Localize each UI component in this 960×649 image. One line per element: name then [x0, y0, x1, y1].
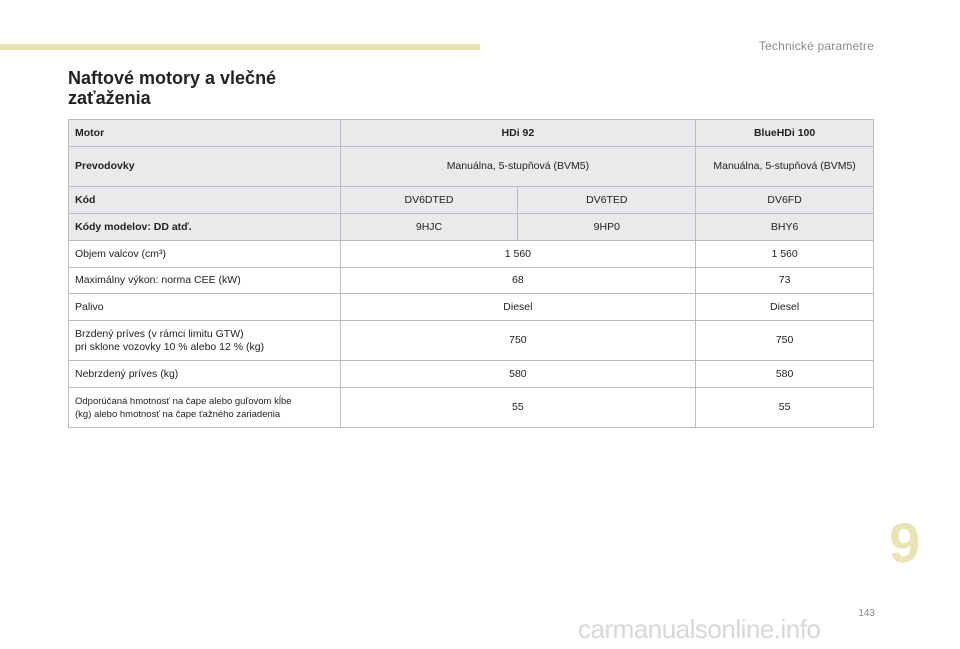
row-label: Kódy modelov: DD atď. — [69, 214, 341, 241]
row-label: Palivo — [69, 294, 341, 321]
table-row-braked-trailer — [69, 321, 874, 361]
section-title: Technické parametre — [758, 39, 874, 53]
cell-bluehdi100: BlueHDi 100 — [696, 120, 874, 147]
cell-value: Manuálna, 5-stupňová (BVM5) — [696, 147, 874, 187]
header-accent-bar — [0, 44, 480, 50]
cell-value: 750 — [696, 321, 874, 361]
chapter-number: 9 — [889, 511, 921, 574]
cell-value: 9HP0 — [518, 214, 696, 241]
cell-value: DV6DTED — [340, 187, 518, 214]
cell-hdi92: HDi 92 — [340, 120, 696, 147]
cell-value: 68 — [340, 268, 696, 294]
cell-value: DV6FD — [696, 187, 874, 214]
watermark: carmanualsonline.info — [578, 614, 821, 644]
cell-value: 580 — [340, 361, 696, 388]
cell-value: 1 560 — [696, 241, 874, 268]
row-label: Odporúčaná hmotnosť na čape alebo guľovom kĺbe (kg) alebo hmotnosť na čape ťažného zariadenia — [69, 388, 341, 428]
cell-value: 9HJC — [340, 214, 518, 241]
cell-value: 750 — [340, 321, 696, 361]
cell-value: DV6TED — [518, 187, 696, 214]
table-row-displacement — [69, 241, 874, 268]
row-label: Prevodovky — [69, 147, 341, 187]
row-label — [69, 241, 341, 268]
displacement-label: Objem valcov (cm³) — [75, 247, 167, 260]
table-row-model-codes — [69, 214, 874, 241]
cell-value: 580 — [696, 361, 874, 388]
cell-value: Diesel — [340, 294, 696, 321]
row-label: Kód — [69, 187, 341, 214]
table-row-fuel — [69, 294, 874, 321]
page-number: 143 — [858, 608, 875, 619]
row-label: Nebrzdený príves (kg) — [69, 361, 341, 388]
table-row-nose-weight — [69, 388, 874, 428]
cell-value: BHY6 — [696, 214, 874, 241]
page-heading: Naftové motory a vlečné zaťaženia — [68, 68, 277, 108]
cell-value: 1 560 — [340, 241, 696, 268]
table-row-unbraked-trailer — [69, 361, 874, 388]
table-row-motor — [69, 120, 874, 147]
table-row-gearbox — [69, 147, 874, 187]
row-label: Maximálny výkon: norma CEE (kW) — [69, 268, 341, 294]
engine-specs-table — [68, 119, 874, 428]
row-label: Motor — [69, 120, 341, 147]
cell-value: Manuálna, 5-stupňová (BVM5) — [340, 147, 696, 187]
table-row-code — [69, 187, 874, 214]
cell-value: 73 — [696, 268, 874, 294]
cell-value: 55 — [340, 388, 696, 428]
cell-value: 55 — [696, 388, 874, 428]
cell-value: Diesel — [696, 294, 874, 321]
table-row-max-power — [69, 268, 874, 294]
row-label: Brzdený príves (v rámci limitu GTW) pri sklone vozovky 10 % alebo 12 % (kg) — [69, 321, 341, 361]
